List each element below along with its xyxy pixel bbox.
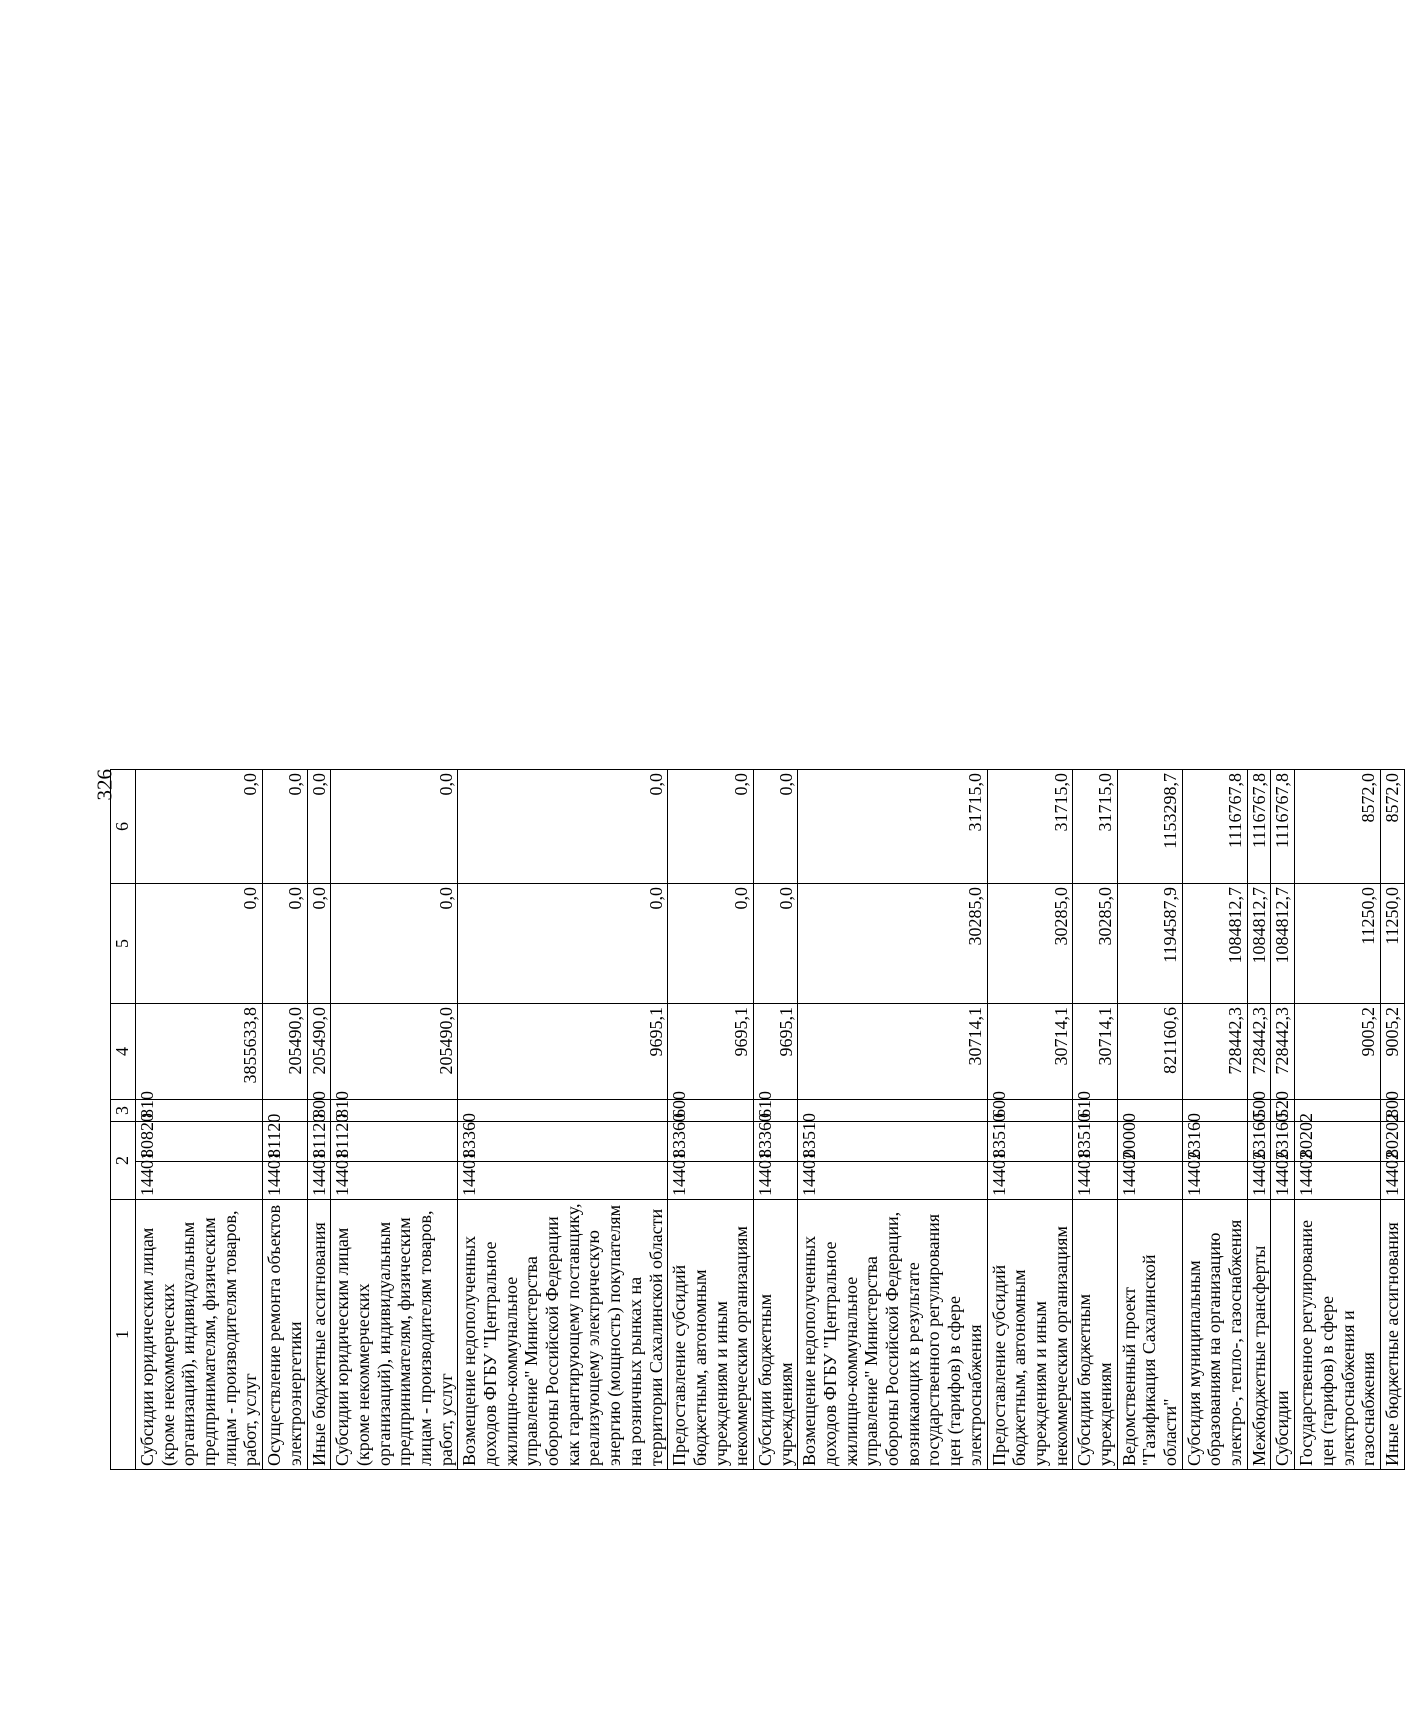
row-code-a: 14401 [263,1162,307,1200]
table-header [111,770,136,1470]
header-col-6: 6 [111,770,136,884]
row-code-b: 83360 [753,1122,797,1162]
row-col-6: 8572,0 [1295,770,1381,884]
row-col-5: 11250,0 [1380,884,1404,1004]
row-col-4: 3855633,8 [136,1004,263,1100]
row-name: Предоставление субсидий бюджетным, автономным учреждениям и иным некоммерческим организациям [668,1200,754,1470]
row-col-6: 0,0 [263,770,307,884]
row-name: Субсидии юридическим лицам (кроме некоммерческих организаций), индивидуальным предпринимателям, физическим лицам - производителям товаров, работ, услуг [331,1200,458,1470]
row-col-3: 520 [1271,1100,1295,1122]
row-col-5: 0,0 [458,884,668,1004]
budget-table [110,769,1405,1470]
row-name: Субсидии бюджетным учреждениям [1073,1200,1117,1470]
header-col-5: 5 [111,884,136,1004]
row-col-5: 1194587,9 [1117,884,1182,1004]
table-row [1295,770,1381,1470]
row-code-a: 14402 [1182,1162,1247,1200]
row-code-b: 81120 [263,1122,307,1162]
row-col-6: 8572,0 [1380,770,1404,884]
row-col-3: 610 [1073,1100,1117,1122]
row-code-b: 80820 [136,1122,263,1162]
row-code-b: 63160 [1182,1122,1247,1162]
row-col-6: 1116767,8 [1182,770,1247,884]
row-col-4: 205490,0 [263,1004,307,1100]
table-row [331,770,458,1470]
table-row [753,770,797,1470]
row-col-6: 0,0 [458,770,668,884]
row-col-3: 600 [668,1100,754,1122]
row-code-b: 80202 [1295,1122,1381,1162]
row-col-5: 1084812,7 [1271,884,1295,1004]
row-code-a: 14401 [798,1162,987,1200]
row-col-4: 728442,3 [1182,1004,1247,1100]
row-col-4: 9005,2 [1295,1004,1381,1100]
row-code-a: 14401 [136,1162,263,1200]
row-code-a: 14402 [1380,1162,1404,1200]
table-row [1117,770,1182,1470]
page-number: 326 [92,769,117,801]
header-col-3: 3 [111,1100,136,1122]
row-col-6: 1153298,7 [1117,770,1182,884]
table-row [798,770,987,1470]
row-name: Ведомственный проект "Газификация Сахалинской области" [1117,1200,1182,1470]
row-name: Межбюджетные трансферты [1247,1200,1271,1470]
table-row [307,770,331,1470]
table-body [136,770,1405,1470]
row-col-3 [458,1100,668,1122]
row-name: Предоставление субсидий бюджетным, автономным учреждениям и иным некоммерческим организациям [987,1200,1073,1470]
row-col-6: 0,0 [331,770,458,884]
row-code-b: 80202 [1380,1122,1404,1162]
row-col-4: 9695,1 [753,1004,797,1100]
row-code-b: 00000 [1117,1122,1182,1162]
row-col-6: 0,0 [753,770,797,884]
header-col-1: 1 [111,1200,136,1470]
row-name: Субсидия муниципальным образованиям на организацию электро-, тепло-, газоснабжения [1182,1200,1247,1470]
row-col-6: 31715,0 [798,770,987,884]
table-row [263,770,307,1470]
row-col-5: 0,0 [753,884,797,1004]
row-code-b: 83360 [458,1122,668,1162]
table-row [458,770,668,1470]
row-code-b: 83360 [668,1122,754,1162]
row-code-a: 14402 [1295,1162,1381,1200]
row-col-4: 9695,1 [668,1004,754,1100]
row-col-3: 800 [307,1100,331,1122]
row-code-a: 14401 [331,1162,458,1200]
row-code-b: 83510 [1073,1122,1117,1162]
row-name: Иные бюджетные ассигнования [307,1200,331,1470]
row-name: Возмещение недополученных доходов ФГБУ "Центральное жилищно-коммунальное управление" Министерства обороны Российской Федерации, возникающих в результате государственного регулирования цен (тарифов) в сфере электроснабжения [798,1200,987,1470]
row-code-b: 83510 [798,1122,987,1162]
row-col-4: 9005,2 [1380,1004,1404,1100]
row-code-a: 14401 [987,1162,1073,1200]
row-code-a: 14401 [307,1162,331,1200]
row-col-5: 30285,0 [798,884,987,1004]
row-col-6: 0,0 [136,770,263,884]
row-col-4: 821160,6 [1117,1004,1182,1100]
table-row [1182,770,1247,1470]
row-name: Субсидии бюджетным учреждениям [753,1200,797,1470]
row-col-6: 31715,0 [1073,770,1117,884]
row-col-5: 0,0 [331,884,458,1004]
row-code-a: 14402 [1271,1162,1295,1200]
row-code-b: 63160 [1271,1122,1295,1162]
table-row [668,770,754,1470]
table-row [1247,770,1271,1470]
row-col-3: 800 [1380,1100,1404,1122]
row-col-5: 0,0 [263,884,307,1004]
row-col-4: 30714,1 [1073,1004,1117,1100]
row-col-6: 1116767,8 [1247,770,1271,884]
row-code-a: 14401 [753,1162,797,1200]
row-name: Осуществление ремонта объектов электроэнергетики [263,1200,307,1470]
row-col-5: 1084812,7 [1247,884,1271,1004]
row-col-6: 0,0 [668,770,754,884]
row-code-b: 63160 [1247,1122,1271,1162]
row-col-4: 30714,1 [987,1004,1073,1100]
row-col-6: 31715,0 [987,770,1073,884]
row-col-3 [798,1100,987,1122]
row-col-6: 0,0 [307,770,331,884]
row-name: Субсидии [1271,1200,1295,1470]
header-col-4: 4 [111,1004,136,1100]
row-col-5: 0,0 [307,884,331,1004]
row-col-4: 728442,3 [1247,1004,1271,1100]
row-code-b: 81120 [307,1122,331,1162]
row-col-3: 810 [331,1100,458,1122]
table-row [1380,770,1404,1470]
row-name: Иные бюджетные ассигнования [1380,1200,1404,1470]
row-code-a: 14401 [668,1162,754,1200]
row-col-4: 9695,1 [458,1004,668,1100]
row-col-3: 810 [136,1100,263,1122]
header-col-2: 2 [111,1122,136,1200]
row-name: Возмещение недополученных доходов ФГБУ "Центральное жилищно-коммунальное управление" Министерства обороны Российской Федерации как гарантирующему поставщику, реализующему электрическую энергию (мощность) покупателям на розничных рынках на территории Сахалинской области [458,1200,668,1470]
table-rotated-wrapper [110,0,1402,1470]
row-col-5: 0,0 [136,884,263,1004]
row-col-4: 205490,0 [307,1004,331,1100]
row-col-5: 0,0 [668,884,754,1004]
row-name: Государственное регулирование цен (тарифов) в сфере электроснабжения и газоснабжения [1295,1200,1381,1470]
row-col-6: 1116767,8 [1271,770,1295,884]
row-code-a: 14402 [1247,1162,1271,1200]
row-col-3: 610 [753,1100,797,1122]
row-code-a: 14401 [1073,1162,1117,1200]
row-code-a: 14401 [458,1162,668,1200]
table-row [136,770,263,1470]
table-row [1271,770,1295,1470]
row-code-b: 83510 [987,1122,1073,1162]
row-name: Субсидии юридическим лицам (кроме некоммерческих организаций), индивидуальным предпринимателям, физическим лицам - производителям товаров, работ, услуг [136,1200,263,1470]
table-row [1073,770,1117,1470]
table-row [987,770,1073,1470]
row-col-3: 500 [1247,1100,1271,1122]
row-col-5: 30285,0 [987,884,1073,1004]
row-code-b: 81120 [331,1122,458,1162]
row-col-4: 205490,0 [331,1004,458,1100]
row-col-5: 1084812,7 [1182,884,1247,1004]
row-col-4: 728442,3 [1271,1004,1295,1100]
row-col-5: 30285,0 [1073,884,1117,1004]
row-code-a: 14402 [1117,1162,1182,1200]
row-col-3: 600 [987,1100,1073,1122]
row-col-5: 11250,0 [1295,884,1381,1004]
row-col-4: 30714,1 [798,1004,987,1100]
